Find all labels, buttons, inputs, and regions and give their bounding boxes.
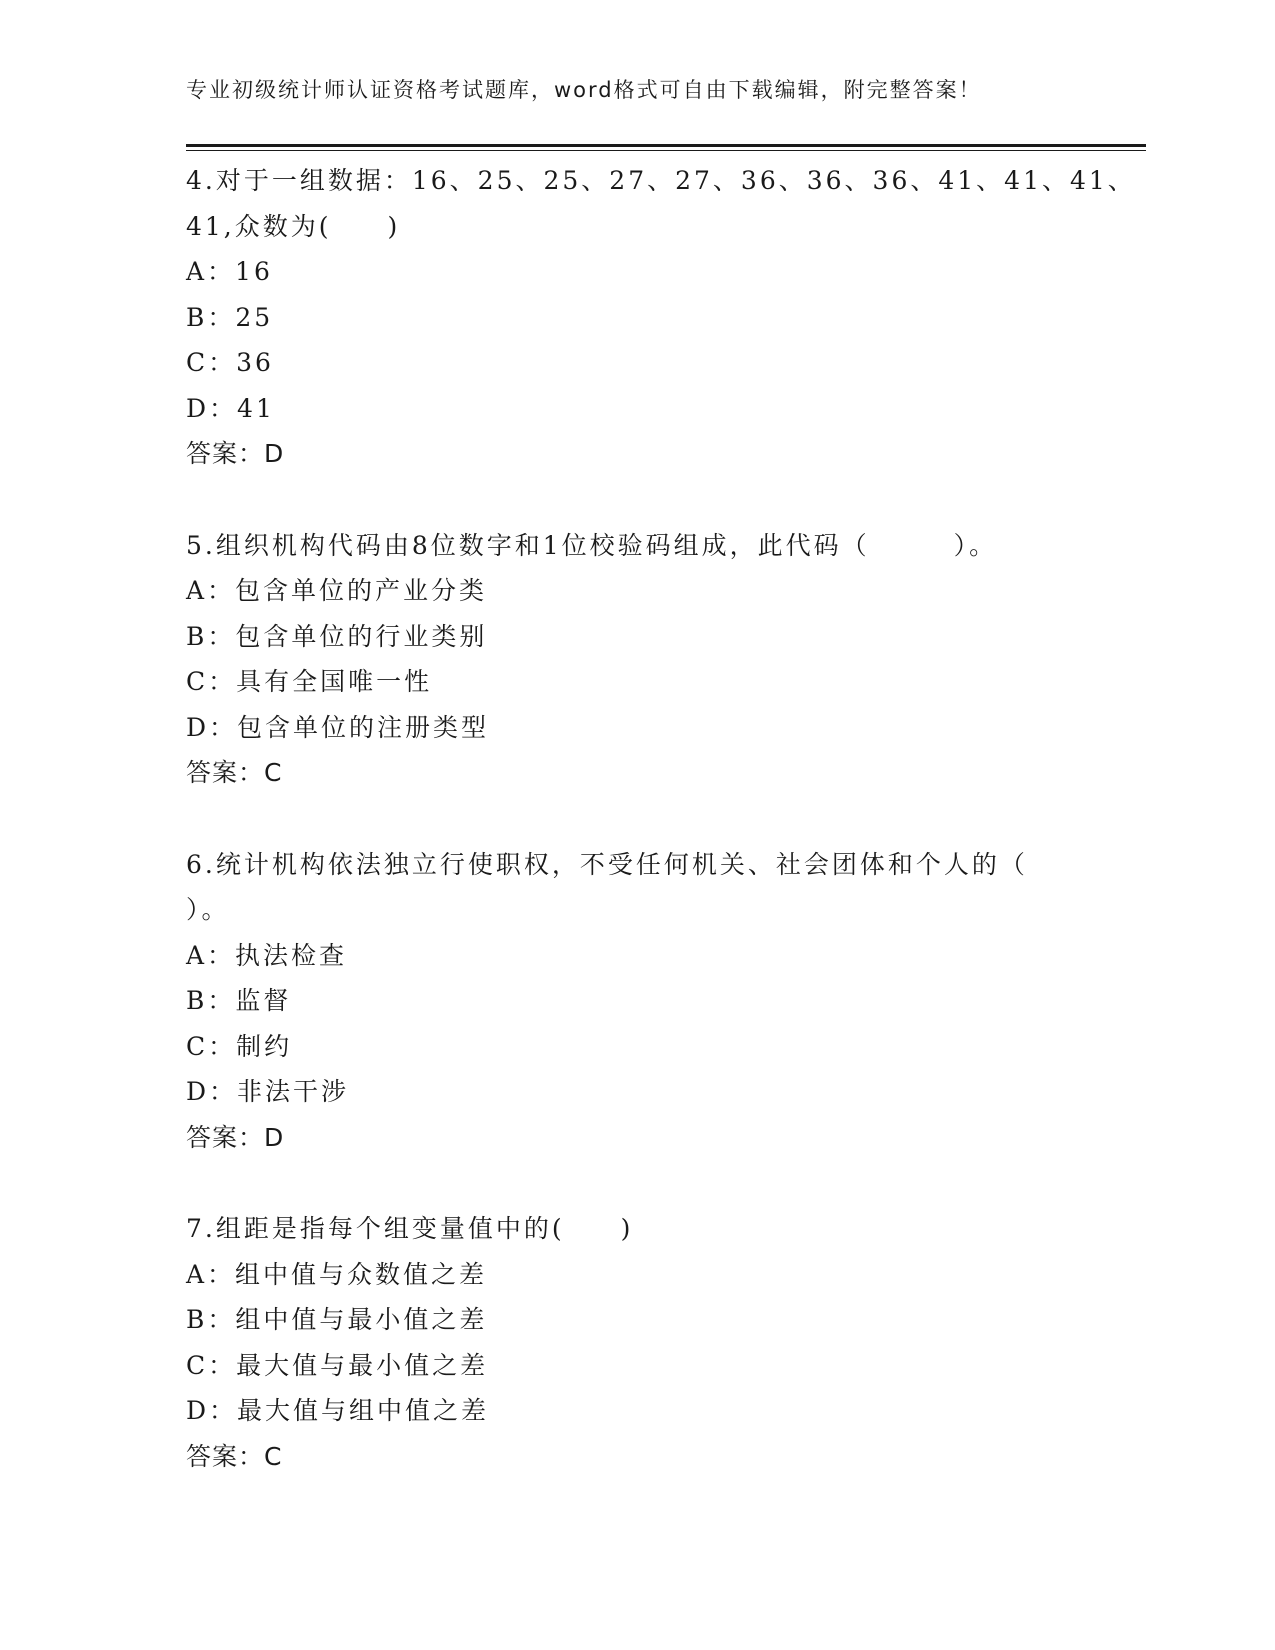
question-stem: 41,众数为( ) <box>186 211 401 241</box>
question-stem: 4.对于一组数据：16、25、25、27、27、36、36、36、41、41、41、 <box>186 166 1136 195</box>
option-a: A：包含单位的产业分类 <box>186 576 488 605</box>
option-d: D：非法干涉 <box>186 1077 350 1106</box>
question-stem: ）。 <box>186 895 230 924</box>
option-d: D：41 <box>186 393 275 423</box>
answer-line: 答案：D <box>186 1122 285 1152</box>
answer-line: 答案：D <box>186 439 285 468</box>
answer-line: 答案：C <box>186 1441 283 1471</box>
question-item <box>186 158 1136 477</box>
page-header: 专业初级统计师认证资格考试题库，word格式可自由下载编辑，附完整答案！ <box>186 78 982 102</box>
question-list <box>186 158 1136 1525</box>
header-rule-thin <box>186 150 1146 151</box>
option-a: A：执法检查 <box>186 940 348 970</box>
option-d: D：包含单位的注册类型 <box>186 712 490 742</box>
option-b: B：监督 <box>186 986 292 1015</box>
question-item <box>186 842 1066 1161</box>
question-stem: 7.组距是指每个组变量值中的( ) <box>186 1214 634 1243</box>
question-stem: 6.统计机构依法独立行使职权，不受任何机关、社会团体和个人的（ <box>186 849 1028 879</box>
question-stem: 5.组织机构代码由8位数字和1位校验码组成，此代码（ ）。 <box>186 530 998 560</box>
option-c: C：最大值与最小值之差 <box>186 1350 489 1380</box>
option-b: B：组中值与最小值之差 <box>186 1305 488 1334</box>
option-c: C：制约 <box>186 1031 293 1061</box>
question-item <box>186 1206 1066 1479</box>
option-b: B：包含单位的行业类别 <box>186 621 488 651</box>
option-a: A：16 <box>186 257 273 286</box>
option-a: A：组中值与众数值之差 <box>186 1259 488 1289</box>
option-c: C：具有全国唯一性 <box>186 667 433 696</box>
header-rule-thick <box>186 144 1146 147</box>
option-d: D：最大值与组中值之差 <box>186 1396 490 1425</box>
answer-line: 答案：C <box>186 758 283 787</box>
option-c: C：36 <box>186 348 274 377</box>
option-b: B：25 <box>186 302 274 332</box>
question-item <box>186 523 1066 796</box>
